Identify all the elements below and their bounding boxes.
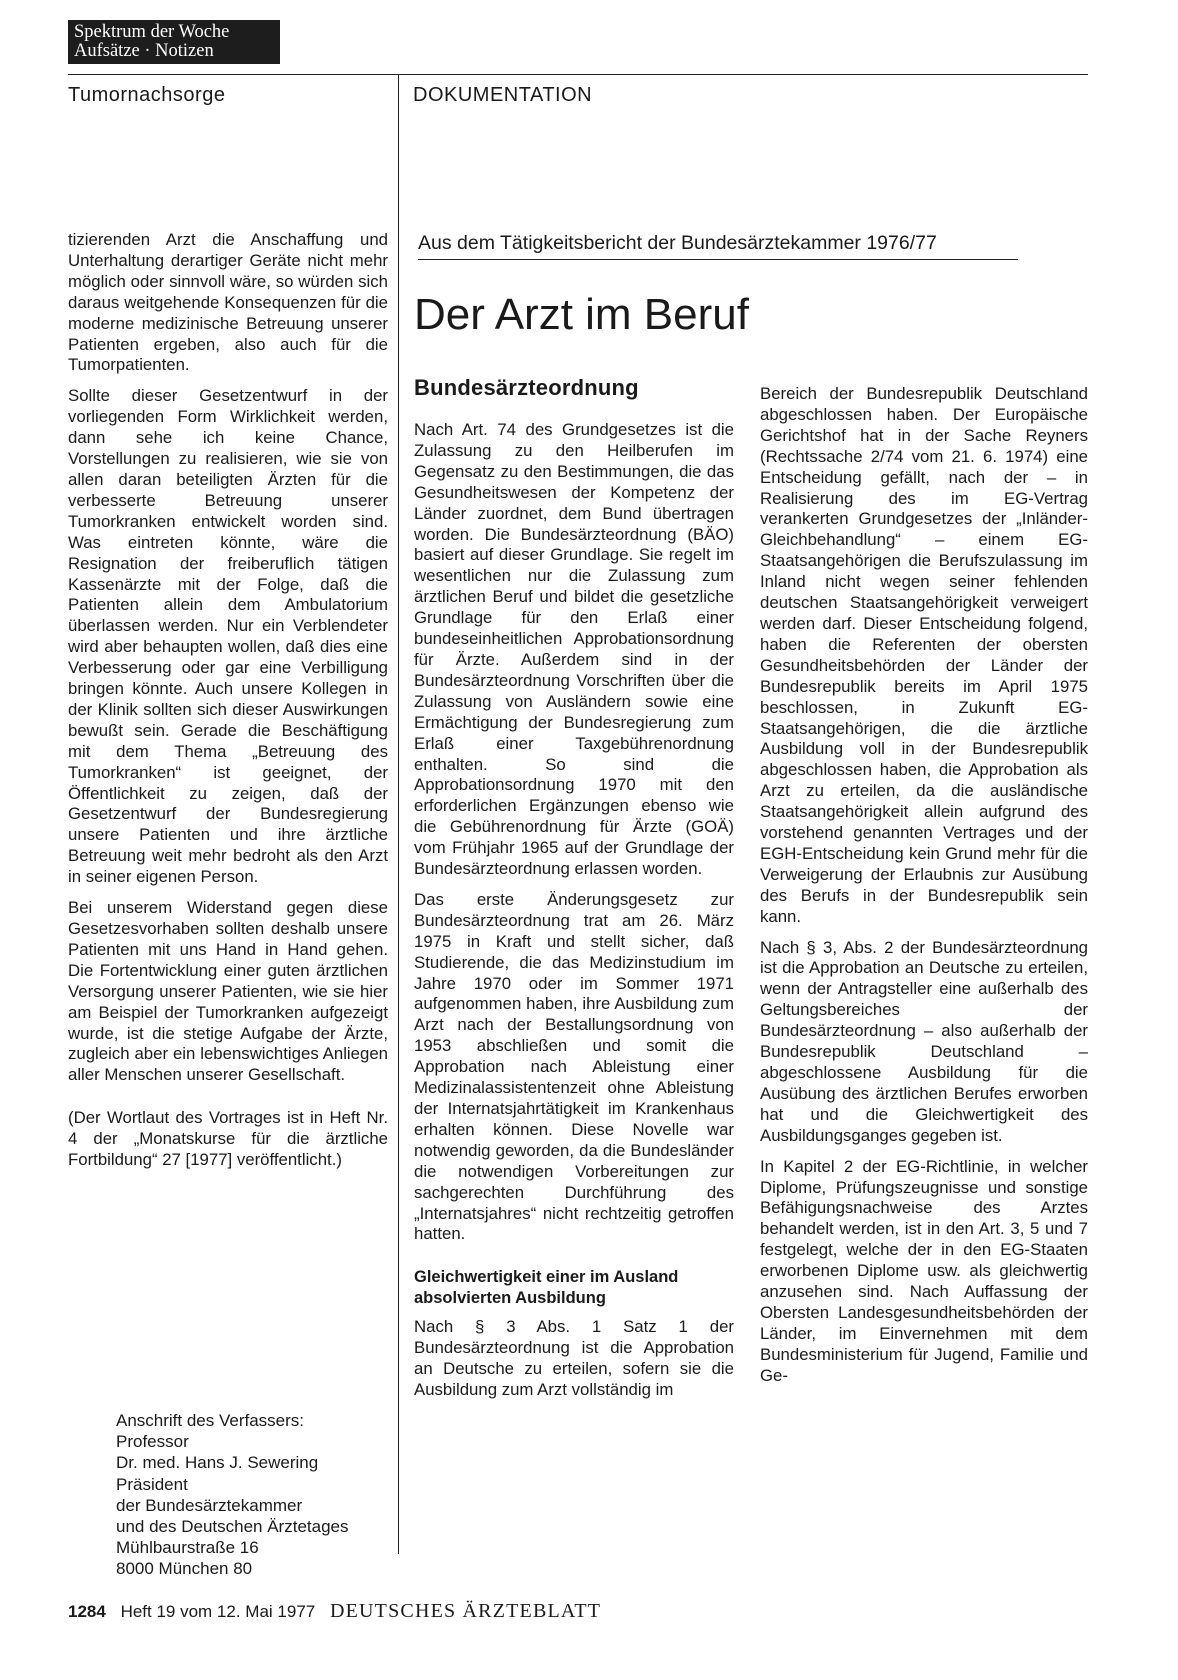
address-line: Anschrift des Verfassers: [116, 1411, 305, 1430]
badge-line-2: Aufsätze · Notizen [74, 41, 214, 61]
address-line: der Bundesärztekammer [116, 1495, 303, 1515]
author-address [116, 1410, 396, 1580]
right-paragraph-2: Nach § 3, Abs. 2 der Bundesärzteordnung ist die Approbation an Deutsche zu erteilen, wenn der Antragsteller eine außerhalb des Geltungsbereiches der Bundesärzteordnung – also außerhalb der Bundesrepublik Deutschland – abgeschlossene Ausbildung für die Ausübung des ärztlichen Berufes erworben hat und die Gleichwertigkeit des Ausbildungsganges gegeben ist. [760, 937, 1088, 1145]
top-rule [68, 74, 1088, 75]
address-line: und des Deutschen Ärztetages [116, 1517, 349, 1537]
section-label-right: DOKUMENTATION [413, 84, 593, 106]
right-paragraph-1: Bereich der Bundesrepublik Deutschland abgeschlossen haben. Der Europäische Gerichtshof hat in der Sache Reyners (Rechtssache 2/74 vom 21. 6. 1974) eine Entscheidung gefällt, nach der – in Realisierung des im EG-Vertrag verankerten Grundgesetzes der „Inländer-Gleichbehandlung“ – einem EG-Staatsangehörigen die Berufszulassung im Inland nicht wegen seiner fehlenden deutschen Staatsangehörigkeit verweigert werden darf. Dieser Entscheidung folgend, haben die Referenten der obersten Gesundheitsbehörden der Länder der Bundesrepublik bereits im April 1975 beschlossen, in Zukunft EG-Staatsangehörigen, die die ärztliche Ausbildung voll in der Bundesrepublik abgeschlossen haben, die Approbation als Arzt zu erteilen, da die ausländische Staatsangehörigkeit allein aufgrund des vorstehend genannten Vertrages und der EGH-Entscheidung kein Grund mehr für die Verweigerung der Erlaubnis zur Ausübung des Berufs in der Bundesrepublik sein kann. [760, 384, 1088, 926]
column-divider [398, 74, 399, 1554]
article-title: Der Arzt im Beruf [414, 290, 749, 339]
middle-paragraph-3: Nach § 3 Abs. 1 Satz 1 der Bundesärzteordnung ist die Approbation an Deutsche zu erteilen, sofern sie die Ausbildung zum Arzt vollständig im [414, 1317, 734, 1400]
page-number: 1284 [68, 1602, 106, 1621]
left-paragraph-4: (Der Wortlaut des Vortrages ist in Heft Nr. 4 der „Monatskurse für die ärztliche Fortbildung“ 27 [1977] veröffentlicht.) [68, 1108, 388, 1170]
section-heading: Bundesärzteordnung [414, 375, 639, 400]
address-line: Professor [116, 1432, 189, 1452]
issue-info: Heft 19 vom 12. Mai 1977 [120, 1602, 316, 1621]
section-label-left: Tumornachsorge [68, 84, 226, 106]
address-line: Präsident [116, 1474, 188, 1494]
right-column [760, 384, 1088, 1397]
address-line: Mühlbaurstraße 16 [116, 1538, 259, 1558]
article-kicker: Aus dem Tätigkeitsbericht der Bundesärztekammer 1976/77 [418, 232, 1018, 260]
left-paragraph-1: tizierenden Arzt die Anschaffung und Unterhaltung derartiger Geräte nicht mehr möglich oder sinnvoll wäre, so würden sich daraus weitgehende Konsequenzen für die moderne medizinische Betreuung unserer Patienten ergeben, also auch für die Tumorpatienten. [68, 230, 388, 375]
middle-column [414, 374, 734, 1411]
middle-paragraph-2: Das erste Änderungsgesetz zur Bundesärzteordnung trat am 26. März 1975 in Kraft und stellt sicher, daß Studierende, die das Medizinstudium im Jahre 1970 oder im Sommer 1971 aufgenommen haben, ihre Ausbildung zum Arzt nach der Bestallungsordnung von 1953 abschließen und somit die Approbation nach Ableistung einer Medizinalassistentenzeit ohne Ableistung der Internatsjahrtätigkeit im Krankenhaus erhalten können. Diese Novelle war notwendig geworden, da die Bundesländer die notwendigen Vorbereitungen zur sachgerechten Durchführung des „Internatsjahres“ nicht rechtzeitig getroffen hatten. [414, 889, 734, 1244]
page-footer [68, 1600, 601, 1623]
address-line: 8000 München 80 [116, 1559, 253, 1579]
address-line: Dr. med. Hans J. Sewering [116, 1453, 319, 1473]
left-column [68, 230, 388, 1181]
subsection-heading: Gleichwertigkeit einer im Ausland absolvierten Ausbildung [414, 1268, 679, 1308]
badge-line-1: Spektrum der Woche [74, 22, 230, 42]
middle-paragraph-1: Nach Art. 74 des Grundgesetzes ist die Zulassung zu den Heilberufen im Gegensatz zu den Bestimmungen, die das Gesundheitswesen der Kompetenz der Länder zuordnet, dem Bund übertragen worden. Die Bundesärzteordnung (BÄO) basiert auf dieser Grundlage. Sie regelt im wesentlichen nur die Zulassung zum ärztlichen Beruf und bildet die gesetzliche Grundlage für den Erlaß einer bundeseinheitlichen Approbationsordnung für Ärzte. Außerdem sind in der Bundesärzteordnung Vorschriften über die Zulassung von Ausländern sowie eine Ermächtigung der Bundesregierung zum Erlaß einer Taxgebührenordnung enthalten. So sind die Approbationsordnung 1970 mit den erforderlichen Ergänzungen ebenso wie die Gebührenordnung für Ärzte (GOÄ) vom Frühjahr 1965 auf der Grundlage der Bundesärzteordnung erlassen worden. [414, 420, 734, 879]
right-paragraph-3: In Kapitel 2 der EG-Richtlinie, in welcher Diplome, Prüfungszeugnisse und sonstige Befähigungsnachweise des Arztes behandelt werden, ist in den Art. 3, 5 und 7 festgelegt, welche der in den EG-Staaten erworbenen Diplome usw. als gleichwertig anzusehen sind. Nach Auffassung der Obersten Landesgesundheitsbehörden der Länder, im Einvernehmen mit dem Bundesministerium für Jugend, Familie und Ge- [760, 1156, 1088, 1385]
journal-name: DEUTSCHES ÄRZTEBLATT [329, 1600, 602, 1622]
left-paragraph-3: Bei unserem Widerstand gegen diese Gesetzesvorhaben sollten deshalb unsere Patienten mit uns Hand in Hand gehen. Die Fortentwicklung einer guten ärztlichen Versorgung unserer Patienten, wie sie hier am Beispiel der Tumorkranken aufgezeigt wurde, ist die stetige Aufgabe der Ärzte, zugleich aber ein lebenswichtiges Anliegen aller Menschen unserer Gesellschaft. [68, 898, 388, 1085]
left-paragraph-2: Sollte dieser Gesetzentwurf in der vorliegenden Form Wirklichkeit werden, dann sehe ich keine Chance, Vorstellungen zu realisieren, wie sie von allen daran beteiligten Ärzten für die verbesserte Betreuung unserer Tumorkranken entwickelt worden sind. Was eintreten könnte, wäre die Resignation der freiberuflich tätigen Kassenärzte mit der Folge, daß die Patienten allein dem Ambulatorium überlassen werden. Nur ein Verblendeter wird aber behaupten wollen, daß dies eine Verbesserung oder gar eine Verbilligung bringen könnte. Auch unsere Kollegen in der Klinik sollten sich dieser Auswirkungen bewußt sein. Gerade die Beschäftigung mit dem Thema „Betreuung des Tumorkranken“ ist geeignet, der Öffentlichkeit zu zeigen, daß der Gesetzentwurf der Bundesregierung unsere Patienten und ihre ärztliche Betreuung weit mehr bedroht als den Arzt in seiner eigenen Person. [68, 386, 388, 887]
section-badge [68, 20, 280, 64]
